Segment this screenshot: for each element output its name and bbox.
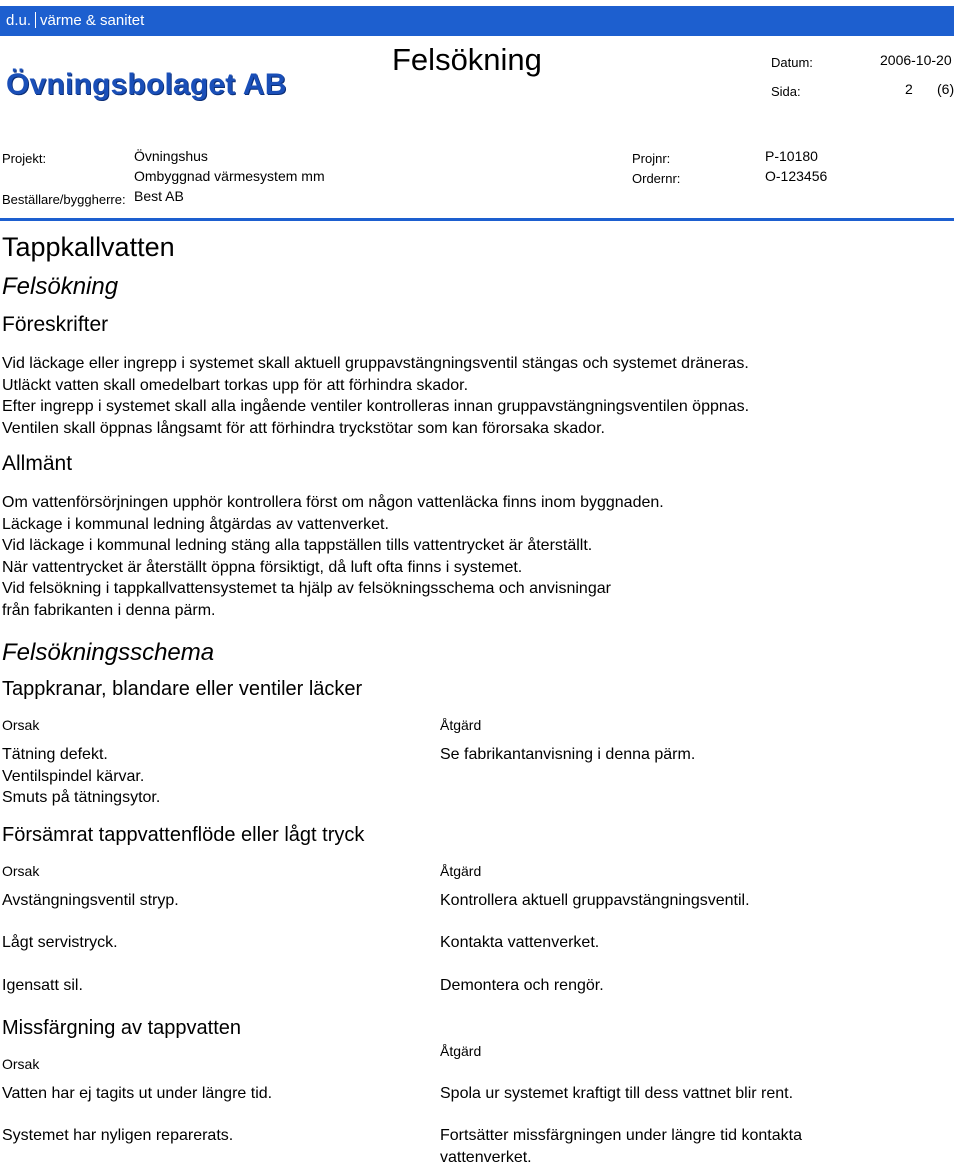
allmant-heading: Allmänt — [2, 452, 72, 476]
foreskrifter-line: Utläckt vatten skall omedelbart torkas upp för att förhindra skador. — [2, 375, 749, 397]
foreskrifter-line: Ventilen skall öppnas långsamt för att förhindra tryckstötar som kan förorsaka skador. — [2, 418, 749, 440]
allmant-line: Om vattenförsörjningen upphör kontrollera först om någon vattenläcka finns inom byggnaden. — [2, 492, 664, 514]
projekt-line1: Övningshus — [134, 148, 208, 164]
atgard-item — [440, 1125, 802, 1168]
datum-value: 2006-10-20 — [880, 52, 952, 68]
brand-separator — [35, 12, 36, 28]
header-divider — [0, 218, 954, 221]
atgard-line: vattenverket. — [440, 1147, 802, 1168]
atgard-item: Kontrollera aktuell gruppavstängningsventil. — [440, 890, 750, 912]
orsak-item: Igensatt sil. — [2, 975, 83, 997]
atgard-line: Fortsätter missfärgningen under längre tid kontakta — [440, 1125, 802, 1147]
projekt-line2: Ombyggnad värmesystem mm — [134, 168, 325, 184]
allmant-line: från fabrikanten i denna pärm. — [2, 600, 664, 622]
orsak-item: Vatten har ej tagits ut under längre tid. — [2, 1083, 272, 1105]
foreskrifter-line: Efter ingrepp i systemet skall alla ingående ventiler kontrolleras innan gruppavstängningsventilen öppnas. — [2, 396, 749, 418]
schema-heading: Felsökningsschema — [2, 639, 214, 667]
atgard-label: Åtgärd — [440, 863, 481, 879]
allmant-line: Vid felsökning i tappkallvattensystemet ta hjälp av felsökningsschema och anvisningar — [2, 578, 664, 600]
brand-text — [6, 12, 144, 29]
header-bar — [0, 6, 954, 36]
ordernr-label: Ordernr: — [632, 171, 680, 186]
brand-right: värme & sanitet — [40, 12, 144, 29]
brand-left: d.u. — [6, 12, 31, 29]
sida-label: Sida: — [771, 84, 801, 99]
orsak-item: Lågt servistryck. — [2, 932, 118, 954]
atgard-label: Åtgärd — [440, 1043, 481, 1059]
projekt-label: Projekt: — [2, 151, 46, 166]
datum-label: Datum: — [771, 55, 813, 70]
bestallare-label: Beställare/byggherre: — [2, 192, 126, 207]
main-heading: Tappkallvatten — [2, 232, 175, 263]
ordernr-value: O-123456 — [765, 168, 827, 184]
projnr-label: Projnr: — [632, 151, 670, 166]
section-title: Tappkranar, blandare eller ventiler läcker — [2, 678, 362, 701]
orsak-item: Systemet har nyligen reparerats. — [2, 1125, 233, 1147]
allmant-line: Läckage i kommunal ledning åtgärdas av vattenverket. — [2, 514, 664, 536]
sub-heading: Felsökning — [2, 273, 118, 301]
foreskrifter-line: Vid läckage eller ingrepp i systemet skall aktuell gruppavstängningsventil stängas och systemet dräneras. — [2, 353, 749, 375]
orsak-label: Orsak — [2, 1056, 39, 1072]
section-title: Försämrat tappvattenflöde eller lågt tryck — [2, 824, 364, 847]
company-logo: Övningsbolaget AB — [6, 68, 287, 102]
orsak-item: Avstängningsventil stryp. — [2, 890, 179, 912]
foreskrifter-text — [2, 353, 749, 439]
bestallare-value: Best AB — [134, 188, 184, 204]
sida-total: (6) — [937, 81, 954, 97]
atgard-item: Se fabrikantanvisning i denna pärm. — [440, 744, 695, 766]
section-title: Missfärgning av tappvatten — [2, 1017, 241, 1040]
projnr-value: P-10180 — [765, 148, 818, 164]
orsak-label: Orsak — [2, 863, 39, 879]
orsak-item: Smuts på tätningsytor. — [2, 787, 160, 809]
sida-value: 2 — [905, 81, 913, 97]
allmant-text — [2, 492, 664, 621]
orsak-list — [2, 744, 160, 809]
allmant-line: Vid läckage i kommunal ledning stäng alla tappställen tills vattentrycket är återställt. — [2, 535, 664, 557]
orsak-label: Orsak — [2, 717, 39, 733]
orsak-item: Ventilspindel kärvar. — [2, 766, 160, 788]
foreskrifter-heading: Föreskrifter — [2, 313, 108, 337]
orsak-item: Tätning defekt. — [2, 744, 160, 766]
atgard-label: Åtgärd — [440, 717, 481, 733]
atgard-item: Spola ur systemet kraftigt till dess vattnet blir rent. — [440, 1083, 793, 1105]
atgard-list — [440, 744, 695, 766]
atgard-item: Demontera och rengör. — [440, 975, 604, 997]
atgard-item: Kontakta vattenverket. — [440, 932, 599, 954]
allmant-line: När vattentrycket är återställt öppna försiktigt, då luft ofta finns i systemet. — [2, 557, 664, 579]
document-title: Felsökning — [392, 42, 542, 78]
